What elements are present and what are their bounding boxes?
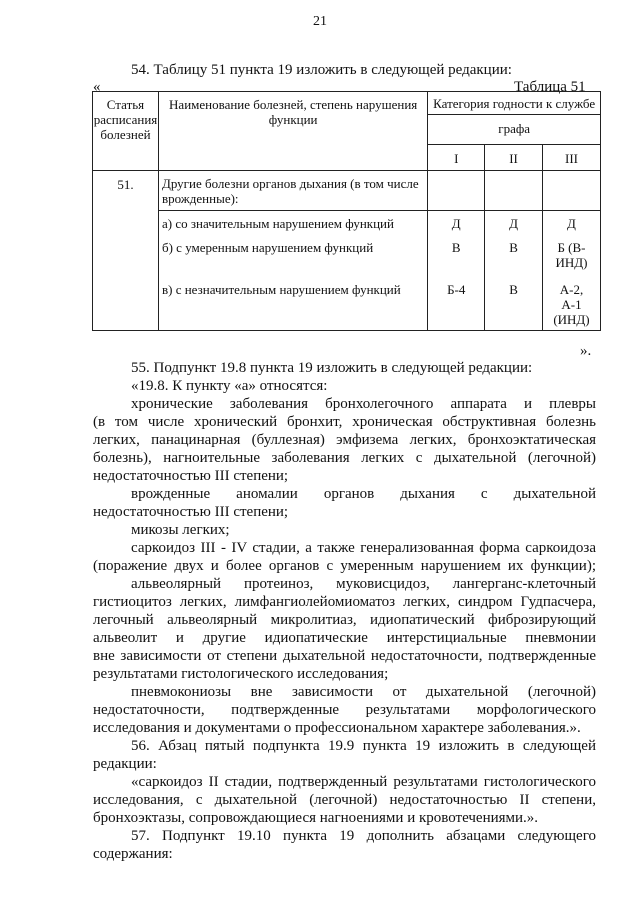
body-line: саркоидоз III - IV стадии, а также генерализованная форма саркоидоза — [131, 540, 596, 556]
header-article: Статья расписания болезней — [93, 92, 159, 171]
body-line: пневмокониозы вне зависимости от дыхательной (легочной) — [131, 684, 596, 700]
body-line: недостаточностью III степени; — [93, 504, 289, 520]
row-b-g2: В — [485, 237, 543, 279]
intro-cell: Другие болезни органов дыхания (в том числе врожденные): — [158, 171, 427, 211]
header-grafa-3: III — [542, 145, 600, 171]
body-line: вне зависимости от степени дыхательной недостаточности, подтвержденные — [93, 648, 596, 664]
row-c-g2: В — [485, 279, 543, 331]
body-line: легких, панацинарная (буллезная) эмфизема легких, бронхоэктатическая — [93, 432, 596, 448]
table-51 — [92, 91, 601, 331]
body-line: альвеолит и другие идиопатические интерстициальные пневмонии — [93, 630, 596, 646]
item-56-text: 56. Абзац пятый подпункта 19.9 пункта 19 изложить в следующей — [131, 738, 596, 754]
body-line: недостаточностью III степени; — [93, 468, 289, 484]
row-b-g3: Б (В-ИНД) — [542, 237, 600, 279]
body-line: альвеолярный протеиноз, муковисцидоз, лангерганс-клеточный — [131, 576, 596, 592]
body-line: (поражение двух и более органов с умеренным нарушением их функции); — [93, 558, 596, 574]
body-line: исследования, с дыхательной (легочной) недостаточностью II степени, — [93, 792, 596, 808]
body-line: результатами гистологического исследования; — [93, 666, 389, 682]
row-c-g1: Б-4 — [428, 279, 485, 331]
item-54-text: 54. Таблицу 51 пункта 19 изложить в следующей редакции: — [131, 62, 512, 78]
row-a-name: а) со значительным нарушением функций — [158, 211, 427, 237]
row-b-name: б) с умеренным нарушением функций — [158, 237, 427, 279]
row-b-g1: В — [428, 237, 485, 279]
empty-cell — [485, 171, 543, 211]
body-line: хронические заболевания бронхолегочного аппарата и плевры — [131, 396, 596, 412]
body-line: врожденные аномалии органов дыхания с дыхательной — [131, 486, 596, 502]
body-line: (в том числе хронический бронхит, хроническая обструктивная болезнь — [93, 414, 596, 430]
body-line: бронхоэктазы, сопровождающиеся нагноениями и кровотечениями.». — [93, 810, 539, 826]
row-a-g2: Д — [485, 211, 543, 237]
header-grafa-2: II — [485, 145, 543, 171]
header-grafa: графа — [428, 115, 601, 145]
empty-cell — [542, 171, 600, 211]
body-line: «саркоидоз II стадии, подтвержденный результатами гистологического — [131, 774, 596, 790]
header-category: Категория годности к службе — [428, 92, 601, 115]
body-line: недостаточности, подтвержденные результатами морфологического — [93, 702, 596, 718]
item-55-text: 55. Подпункт 19.8 пункта 19 изложить в следующей редакции: — [131, 360, 533, 376]
page-number: 21 — [313, 14, 327, 29]
body-line: болезнь), нагноительные заболевания легких с дыхательной (легочной) — [93, 450, 596, 466]
row-a-g1: Д — [428, 211, 485, 237]
row-c-name: в) с незначительным нарушением функций — [158, 279, 427, 331]
close-quote: ». — [580, 343, 592, 359]
open-quote: « — [93, 79, 101, 95]
row-a-g3: Д — [542, 211, 600, 237]
body-line: легочный альвеолярный микролитиаз, идиопатический фиброзирующий — [93, 612, 596, 628]
body-line: редакции: — [93, 756, 157, 772]
body-line: исследования и документами о профессиональном характере заболевания.». — [93, 720, 581, 736]
body-line: содержания: — [93, 846, 173, 862]
article-number: 51. — [93, 171, 159, 331]
body-line: микозы легких; — [131, 522, 230, 538]
header-disease-name: Наименование болезней, степень нарушения функции — [158, 92, 427, 171]
item-57-text: 57. Подпункт 19.10 пункта 19 дополнить абзацами следующего — [131, 828, 596, 844]
table-caption: Таблица 51 — [514, 79, 586, 95]
subitem-19-8-heading: «19.8. К пункту «а» относятся: — [131, 378, 328, 394]
row-c-g3: А-2, А-1 (ИНД) — [542, 279, 600, 331]
header-grafa-1: I — [428, 145, 485, 171]
empty-cell — [428, 171, 485, 211]
body-line: гистиоцитоз легких, лимфангиолейомиоматоз легких, синдром Гудпасчера, — [93, 594, 596, 610]
